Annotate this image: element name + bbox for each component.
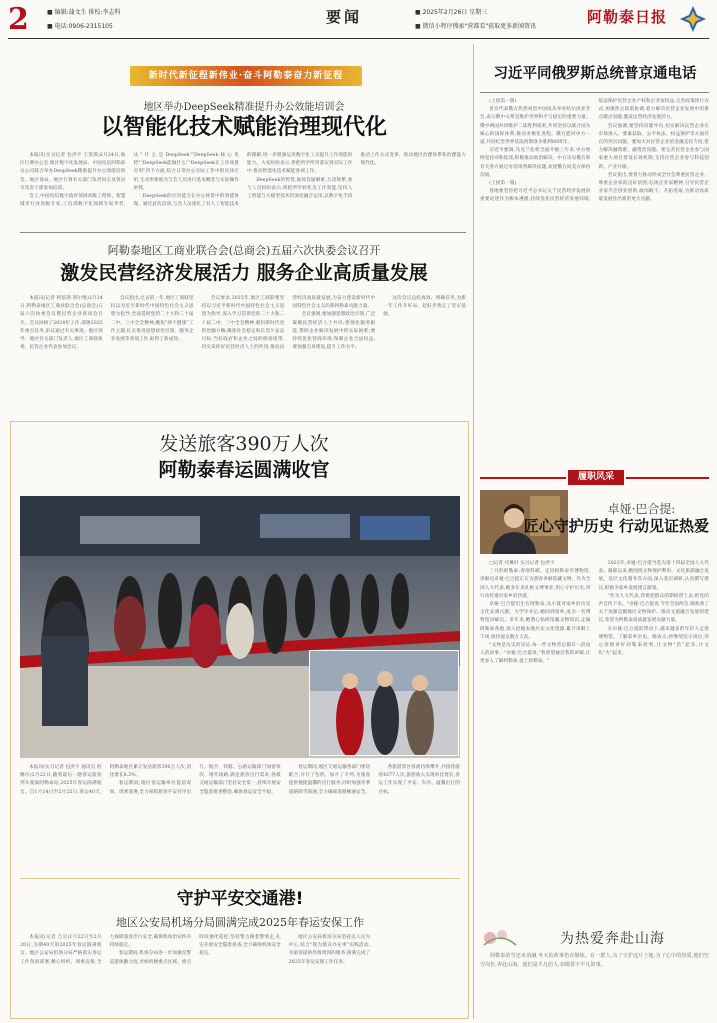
decor-flower-icon xyxy=(480,925,520,951)
paragraph: 会上,中国电信数字政府领域高级工程师、智慧城市行业高级专家,工信部数字化领域专家李晋,从"什么是DeepSeek""DeepSeek核心优势""DeepSeek能做什么""DeepSeek在工作场景应用"四个方面,结合日常办公实际工作中的具体应用,生动形象地为与会人员进行基本概念与实际操作讲授。 xyxy=(20,153,239,208)
paragraph: 普京代表俄方热烈祝贺中国成功举办哈尔滨亚冬会,表示俄中关系是维护世界和平与稳定的重要力量。俄中两国共同维护二战胜利成果,共同坚持以联合国为核心的国际体系,推动多极化进程。俄方愿同中方一道,共同纪念世界反法西斯战争胜利80周年。 xyxy=(480,107,591,146)
paragraph: DeepSeek的优势,现场答疑解难,互动频繁,参与人员纷纷表示,将把所学转化为工作效能,坚持人工智能与大模型技术的深度融合运用,以数字化手段推动工作方式变革、推动地区治理体系和治理能力现代化。 xyxy=(247,153,466,200)
paragraph: 会议要求,2025年,地区工商联要坚持以习近平新时代中国特色社会主义思想为指导,深入学习贯彻党的二十大和二十届二中、三中全会精神,紧扣新时代党的治疆方略,聚焦社会稳定和长治久安总目标,当好政府和企业之间的桥梁纽带,切实发挥好民营经济人士的作用,推动民营经济高质量发展,为奋力建设新时代中国特色社会主义的新阿勒泰贡献力量。 xyxy=(201,296,376,351)
paragraph: 会议指出,过去的一年,地区工商联坚持以习近平新时代中国特色社会主义思想为指导,全面贯彻党的二十大和二十届二中、三中全会精神,聚焦"两个健康"工作主题,扎实推进思想政治引领、服务企业发展等各项工作,取得了新成效。 xyxy=(110,296,194,343)
paragraph: DeepSeek的应用能力在办公场景中的效能体现。通过此次培训,与会人员深化了对人工智能技术的理解,进一步增强运用数字化工具提升工作效能的能力。大家纷纷表示,将把所学所用落实到实际工作中,推动智能化技术赋能各项工作。 xyxy=(133,153,353,208)
section-name: 要闻 xyxy=(326,8,363,26)
divider xyxy=(20,232,466,233)
wechat-line xyxy=(415,22,536,31)
calendar-icon: ■ xyxy=(415,9,421,16)
editor-text: 编辑:蒲文生 排校:李志科 xyxy=(54,9,121,16)
paragraph: 会议强调,要坚持问题导向,切实解决民营企业在市场准入、要素获取、公平执法、权益保护等方面存在的突出问题。要加大对民营企业的金融支持力度,着力解决融资难、融资贵问题。要完善民营企业参与国家重大项目建设长效机制,支持民营企业参与科技创新、产业升级。 xyxy=(598,123,709,170)
divider xyxy=(480,92,709,93)
paragraph: 卓娅·巴合提出生在阿勒泰,从小就对家乡的历史文化充满兴趣。大学毕业后,她回到家乡,成为一名博物馆讲解员。多年来,她潜心钻研馆藏文物知识,走遍阿勒泰各地,深入挖掘本地历史文化资源,累计讲解上千场,接待观众数万人次。 xyxy=(480,602,591,640)
page-number: 2 xyxy=(8,2,29,37)
paragraph: (上接第一版) xyxy=(489,181,517,187)
poem-title: 为热爱奔赴山海 xyxy=(560,931,665,947)
story4-body xyxy=(20,934,460,1014)
paragraph: "文物是历史的见证,每一件文物背后都有一段动人的故事。"卓娅·巴合提说,"我希望通过我的讲解,让更多人了解阿勒泰,爱上阿勒泰。" xyxy=(480,643,591,665)
paper-emblem-icon xyxy=(679,5,707,33)
story2-title: 激发民营经济发展活力 服务企业高质量发展 xyxy=(60,262,428,284)
divider xyxy=(20,878,460,879)
paper-logo: 阿勒泰日报 xyxy=(587,8,668,26)
paragraph: 春运期间,机场分局进一步加强民警巡逻执勤力度,对候机楼重点区域、重点时段强化巡控,坚持警力跟着警情走,扎实开展安全隐患排查,全力确保机场安全稳定。 xyxy=(109,935,281,965)
story1-title: 以智能化技术赋能治理现代化 xyxy=(100,115,387,140)
poem-body xyxy=(480,952,709,1016)
station-inset-photo xyxy=(309,650,459,756)
paragraph: 春运期间,地区各运输单位提前谋划、周密部署,全力保障旅客平安有序出行。航空、铁路、公路运输部门加密班次、增开线路,满足旅客出行需求,各级交通运输部门坚持安全第一,持续开展安全隐患排查整治,确保春运安全平稳。 xyxy=(109,765,281,795)
paragraph: 2023年,卓娅·巴合提当选为第十四届全国人大代表。履职以来,她围绕文物保护利用、文化旅游融合发展、基层文化服务等方面,深入基层调研,认真撰写建议,积极为家乡发展建言献策。 xyxy=(598,561,709,591)
paragraph: 会议强调,要加强思想政治引领,广泛凝聚民营经济人士共识;要强化服务职能,帮助企业解决发展中的实际困难;要持续优化营商环境,保障企业合法权益;要加强自身建设,提升工作水平。 xyxy=(292,312,376,351)
paragraph: 阿勒泰的雪还未消融,冬天的故事仍在继续。有一群人,为了守护这片土地,为了心中的热爱,他们坚守岗位,奔赴山海。他们是平凡的人,却做着不平凡的事。 xyxy=(480,953,709,968)
paragraph: □记者 代琳轩 实习记者 包洪宇 xyxy=(489,561,555,566)
paragraph: 三月的阿勒泰,春寒料峭。走进阿勒泰市博物馆,讲解员卓娅·巴合提正在为游客讲解馆藏文物。作为全国人大代表,她多年来扎根文博事业,用心守护历史,用行动传递对家乡的热爱。 xyxy=(480,569,591,599)
paragraph: 春运期间,地区交通运输各部门密切配合,开行了包机、加开了专列,为旅客提供便捷温馨的出行服务,同时加强冬季道路除雪保通,全力确保道路畅通安全。 xyxy=(288,765,371,795)
paragraph: 本报讯(记者 阿依努·努尔维)2月24日,阿勒泰地区工商业联合会(总商会)五届六次执委会议暨民营企业座谈会召开。会议回顾了2024年工作,部署2025年重点任务,审议通过有关事项。地区领导、地区有关部门负责人,地区工商联执委、民营企业代表参加会议。 xyxy=(20,296,103,351)
story3-kicker: 发送旅客390万人次 xyxy=(159,433,329,455)
date-line xyxy=(415,8,487,17)
banner-text: 新时代新征程新伟业·奋斗阿勒泰奋力新征程 xyxy=(148,71,344,81)
paragraph: 在卓娅·巴合提的带动下,越来越多的年轻人走进博物馆、了解家乡历史。她表示,将继续坚守岗位,用心用情讲好阿勒泰故事,让文物"活"起来,让文化"火"起来。 xyxy=(598,626,709,657)
right-story1-body xyxy=(480,98,709,462)
paragraph: 本报讯(实习记者 包洪宇 王雯琪)2月24日,地区行署办公室,地区数字化发展局、中国电信阿勒泰分公司联合举办DeepSeek精准提升办公效能培训会。地区各局、地区行署有关部门负责同志及各县市负责干部参加培训。 xyxy=(20,153,126,191)
right-story2-kicker: 卓娅·巴合提: xyxy=(607,502,676,516)
paragraph: 这次会议总结成效、明确任务,为新一年工作开好局、起好步奠定了坚实基础。 xyxy=(383,296,466,318)
editor-icon: ■ xyxy=(47,9,53,16)
story3-title: 阿勒泰春运圆满收官 xyxy=(158,459,330,481)
right-story2-body xyxy=(480,560,709,920)
paragraph: (上接第一版) xyxy=(489,99,517,104)
story1-kicker: 地区举办DeepSeek精准提升办公效能培训会 xyxy=(143,102,345,113)
story3-body xyxy=(20,764,460,862)
paragraph: 各地要坚持把习近平总书记关于民营经济发展的重要论述作为根本遵循,持续优化民营经济发展环境,依法保护民营企业产权和企业家权益,完善政策执行方式,加强涉企政策协调,着力解决民营企业发展中的难点堵点问题,激发民营经济发展活力。 xyxy=(480,99,709,203)
wechat-icon: ■ xyxy=(415,23,421,30)
theme-banner xyxy=(130,66,362,86)
tag-rule-right xyxy=(626,477,709,479)
station-inset-art xyxy=(310,651,459,756)
phone-text: 电话:0906-2315105 xyxy=(54,23,113,30)
paragraph: 习近平强调,乌克兰危机全面升级三年来,中方始终坚持劝和促谈,积极推动政治解决。中方乐见俄方和有关各方通过对话谈判解决问题,欢迎俄方同美方保持沟通。 xyxy=(480,148,591,178)
paragraph: 会议指出,要着力推动形成全社会尊重民营企业、尊重企业家的良好氛围,弘扬企业家精神,引导民营企业家专注创业创新,敢闯敢干、开拓进取,为推动高质量发展作出新的更大贡献。 xyxy=(598,172,709,203)
paragraph: 地区公安局机场分局坚持以人民为中心,结合"我为群众办实事"实践活动,为旅客提供热情周到的服务,圆满完成了2025年春运安保工作任务。 xyxy=(288,935,371,965)
header-rule xyxy=(8,38,709,39)
phone-line xyxy=(47,22,113,31)
story2-body xyxy=(20,295,466,408)
right-story1-title: 习近平同俄罗斯总统普京通电话 xyxy=(493,66,697,82)
wechat-text: 微信小程序搜索"营都看"获取更多新闻资讯 xyxy=(422,23,537,30)
story4-kicker: 地区公安局机场分局圆满完成2025年春运安保工作 xyxy=(116,916,364,929)
story1-body xyxy=(20,152,466,224)
paragraph: "作为人大代表,我要把群众的期盼带上去,把党的声音传下来。"卓娅·巴合提说,今年全国两会,她准备了关于加强边疆地区文物保护、推动文旅融合发展的建议,希望为阿勒泰高质量发展贡献力量。 xyxy=(598,593,709,624)
date-text: 2025年2月26日 星期三 xyxy=(422,9,488,16)
column-divider xyxy=(473,44,474,1019)
phone-icon: ■ xyxy=(47,23,53,30)
column-tag: 履职风采 xyxy=(568,470,624,485)
paragraph: 本报讯(实习记者 包洪宇 通讯员 阿娜尔)2月22日,随着最后一趟春运旅客列车驶离阿勒泰站,2025年春运圆满收官。自1月14日至2月22日,春运40天,阿勒泰地区累计发送旅客390万人次,同比增长8.2%。 xyxy=(20,765,192,795)
editor-line xyxy=(47,8,121,17)
story2-kicker: 阿勒泰地区工商业联合会(总商会)五届六次执委会议召开 xyxy=(107,244,381,257)
tag-rule-left xyxy=(480,477,566,479)
right-story2-title: 匠心守护历史 行动见证热爱 xyxy=(523,517,709,535)
story4-title: 守护平安交通港! xyxy=(176,889,304,909)
paragraph: 本报讯(记者 吉宗)1月22日至2月20日,为期40天的2025年春运圆满收官。地区公安局机场分局严格落实春运工作各项部署,精心组织、周密安排,全力保障旅客出行安全,确保机场治安秩序持续稳定。 xyxy=(20,935,192,965)
paragraph: 各旅游景区客流持续攀升,共接待游客4377人次,旅游收入实现同比增长,春运工作实现了平安、有序、温馨出行的目标。 xyxy=(378,765,460,795)
